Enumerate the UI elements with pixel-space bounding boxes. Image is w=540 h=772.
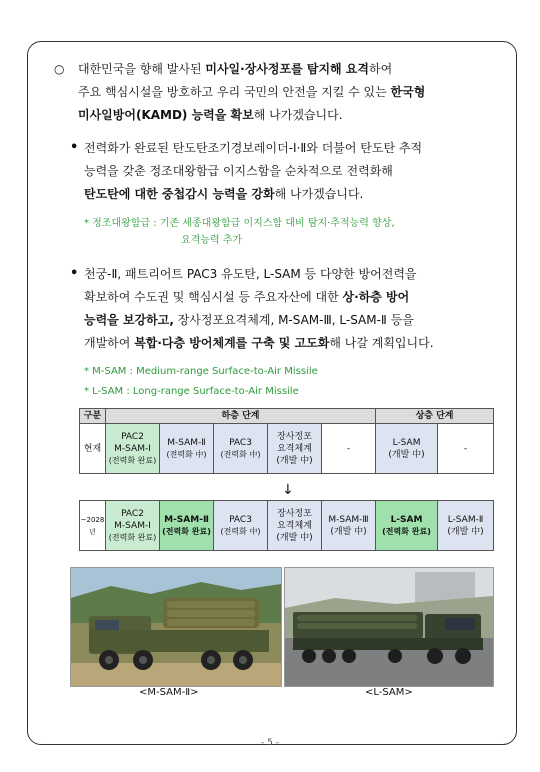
intro-text: 주요 핵심시설을 방호하고 우리 국민의 안전을 지킬 수 있는 (78, 85, 391, 99)
circle-bullet: ○ (54, 62, 65, 76)
cell-text: L-SAM (390, 514, 423, 525)
cell-text: 장사정포 (277, 431, 312, 442)
p2-line-1: 천궁-Ⅱ, 패트리어트 PAC3 유도탄, L-SAM 등 다양한 방어전력을 (84, 267, 417, 281)
p2-line-3 (84, 313, 414, 328)
intro-line-1 (78, 62, 392, 77)
cell-text: M-SAM-Ⅲ (328, 514, 369, 525)
intro-text: 해 나가겠습니다. (253, 108, 343, 122)
table-row (80, 501, 494, 551)
p2-emphasis: 복합·다층 방어체계를 구축 및 고도화 (134, 336, 330, 350)
header-upper-tier: 상층 단계 (376, 409, 494, 424)
p1-line-2: 능력을 갖춘 정조대왕함급 이지스함을 순차적으로 전력화해 (84, 164, 393, 178)
cell-text: (개발 中) (388, 449, 425, 460)
p2-text: 장사정포요격체계, M-SAM-Ⅲ, L-SAM-Ⅱ 등을 (173, 313, 414, 327)
cell-pac2 (106, 501, 160, 551)
p1-note-2: 요격능력 추가 (181, 235, 243, 246)
cell-lrad (268, 424, 322, 474)
cell-text: (전력화 완료) (108, 455, 157, 465)
cell-text: M-SAM-Ⅱ (164, 514, 209, 525)
cell-msam2 (160, 424, 214, 474)
p1-line-3 (84, 187, 363, 202)
p2-line-4 (84, 336, 434, 351)
cell-text: (전력화 中) (220, 526, 261, 536)
row-label: ~2028년 (80, 501, 106, 551)
p1-note-1: * 정조대왕함급 : 기존 세종대왕함급 이지스함 대비 탐지·추적능력 향상, (84, 218, 395, 229)
table-header-row (80, 409, 494, 424)
msam2-photo (70, 567, 282, 687)
lsam-vehicle-image (285, 568, 493, 686)
cell-msam2 (160, 501, 214, 551)
cell-text: (전력화 中) (220, 449, 261, 459)
cell-text: M-SAM-Ⅰ (114, 443, 151, 454)
p2-note-2: * L-SAM : Long-range Surface-to-Air Missile (84, 386, 299, 397)
table-row (80, 424, 494, 474)
cell-text: PAC2 (121, 508, 144, 519)
cell-lrad (268, 501, 322, 551)
p2-text: 해 나갈 계획입니다. (329, 336, 434, 350)
cell-text: (개발 中) (447, 526, 484, 537)
cell-text: PAC2 (121, 431, 144, 442)
cell-text: (전력화 中) (166, 449, 207, 459)
cell-lsam (376, 501, 438, 551)
intro-emphasis: 미사일·장사정포를 탐지해 요격 (205, 62, 369, 76)
defense-table-2028 (79, 500, 494, 551)
defense-table-current (79, 408, 494, 474)
cell-pac3 (214, 501, 268, 551)
lsam-caption: <L-SAM> (365, 687, 413, 698)
bullet-dot: • (70, 266, 79, 281)
intro-line-2 (78, 85, 425, 100)
cell-empty: - (322, 424, 376, 474)
p1-emphasis: 탄도탄에 대한 중첩감시 능력을 강화 (84, 187, 275, 201)
row-label: 현재 (80, 424, 106, 474)
cell-text: 요격체계 (277, 520, 312, 531)
intro-line-3 (78, 108, 343, 123)
intro-text: 대한민국을 향해 발사된 (78, 62, 206, 76)
cell-msam3 (322, 501, 376, 551)
lsam-photo (284, 567, 494, 687)
cell-text: L-SAM (392, 437, 421, 448)
cell-text: (전력화 완료) (162, 526, 211, 536)
down-arrow-icon: ↓ (282, 482, 294, 498)
cell-text: (개발 中) (330, 526, 367, 537)
p2-text: 개발하여 (84, 336, 135, 350)
p2-line-2 (84, 290, 409, 305)
cell-text: M-SAM-Ⅰ (114, 520, 151, 531)
p2-note-1: * M-SAM : Medium-range Surface-to-Air Missile (84, 366, 318, 377)
p1-text: 해 나가겠습니다. (274, 187, 364, 201)
p2-text: 확보하여 수도권 및 핵심시설 등 주요자산에 대한 (84, 290, 343, 304)
intro-emphasis: 미사일방어(KAMD) 능력을 확보 (78, 108, 254, 122)
cell-text: (전력화 완료) (108, 532, 157, 542)
cell-text: M-SAM-Ⅱ (167, 437, 206, 448)
p2-emphasis: 능력을 보강하고, (84, 313, 174, 327)
msam2-vehicle-image (71, 568, 281, 686)
page-number: - 5 - (261, 738, 279, 748)
cell-text: (전력화 완료) (382, 526, 431, 536)
cell-text: PAC3 (229, 437, 252, 448)
cell-lsam2 (438, 501, 494, 551)
intro-emphasis: 한국형 (390, 85, 426, 99)
header-category: 구분 (80, 409, 106, 424)
bullet-dot: • (70, 140, 79, 155)
header-lower-tier: 하층 단계 (106, 409, 376, 424)
cell-text: (개발 中) (276, 455, 313, 466)
cell-text: 요격체계 (277, 443, 312, 454)
cell-pac3 (214, 424, 268, 474)
cell-text: L-SAM-Ⅱ (447, 514, 484, 525)
intro-text: 하여 (369, 62, 393, 76)
cell-pac2 (106, 424, 160, 474)
cell-text: PAC3 (229, 514, 252, 525)
p1-line-1: 전력화가 완료된 탄도탄조기경보레이더-Ⅰ·Ⅱ와 더불어 탄도탄 추적 (84, 141, 423, 155)
msam2-caption: <M-SAM-Ⅱ> (139, 687, 199, 698)
p2-emphasis: 상·하층 방어 (342, 290, 410, 304)
cell-text: 장사정포 (277, 508, 312, 519)
cell-lsam (376, 424, 438, 474)
cell-empty: - (438, 424, 494, 474)
cell-text: (개발 中) (276, 532, 313, 543)
